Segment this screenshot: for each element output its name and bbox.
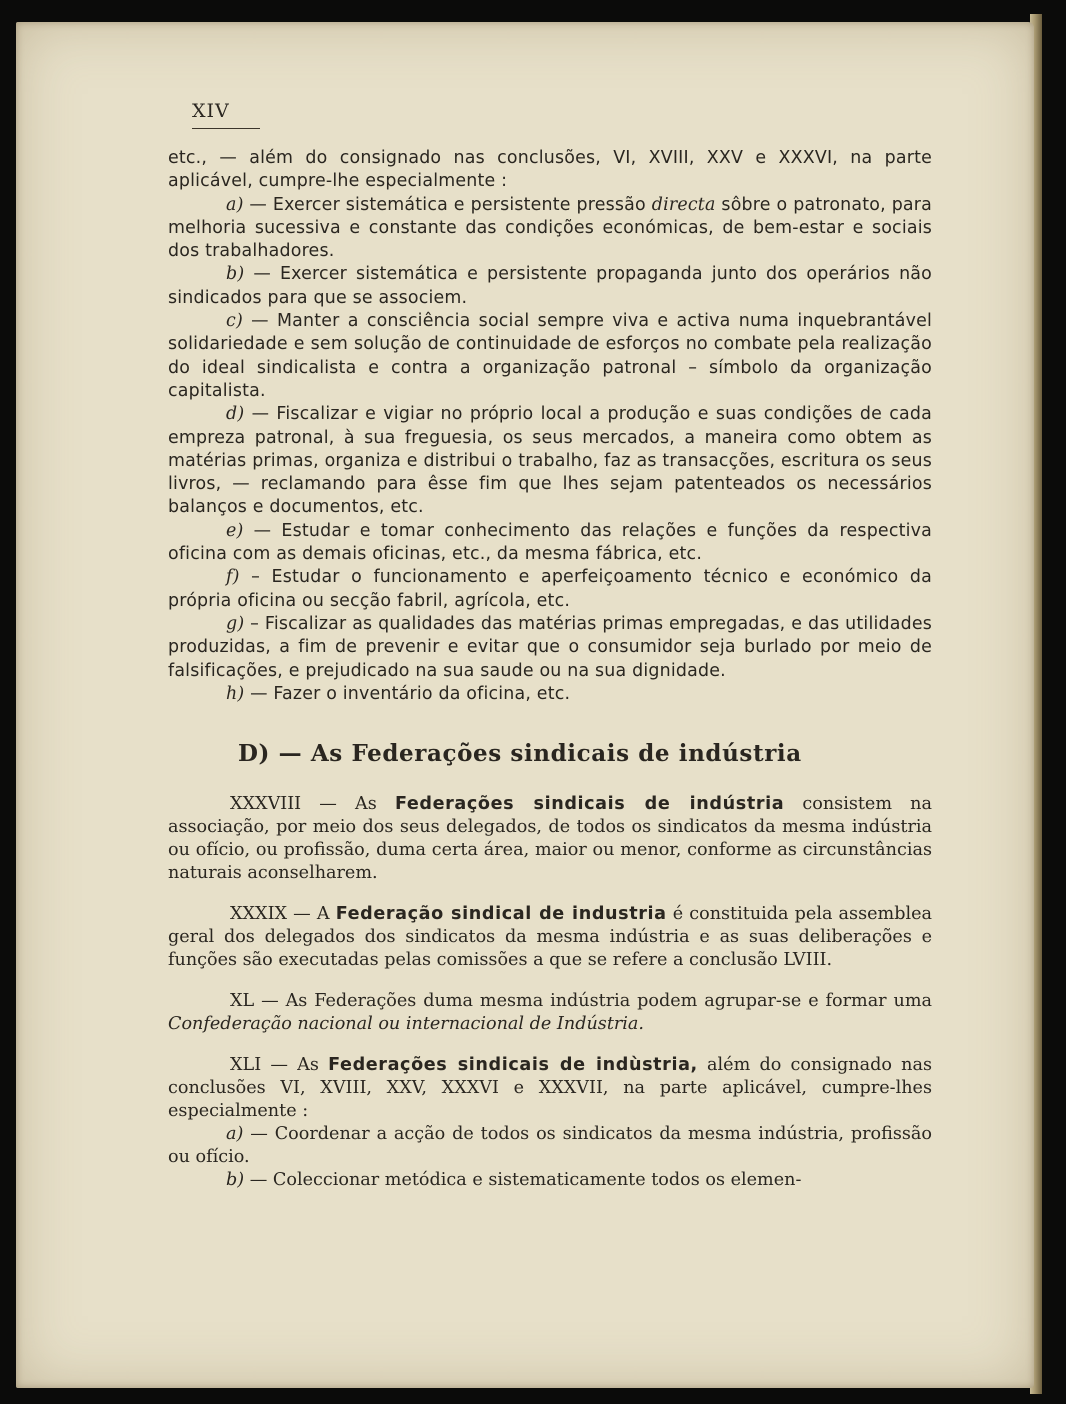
section-d-text [168,793,932,1192]
intro-paragraph: etc., — além do consignado nas conclusões, VI, XVIII, XXV e XXXVI, na parte aplicável, cumpre-lhe especialmente : [168,148,932,192]
section-d-heading: D) — As Federações sindicais de indústria [238,740,802,768]
conclusion-xli: XLI — As Federações sindicais de indùstria, além do consignado nas conclusões VI, XVIII, XXV, XXXVI e XXXVII, na parte aplicável, cumpre-lhes especialmente : [168,1055,932,1122]
item-e: e) — Estudar e tomar conhecimento das relações e funções da respectiva oficina com as demais oficinas, etc., da mesma fábrica, etc. [168,520,932,565]
item-h: h) — Fazer o inventário da oficina, etc. [226,683,571,704]
conclusion-xl: XL — As Federações duma mesma indústria podem agrupar-se e formar uma Confederação nacional ou internacional de Indústria. [168,991,932,1035]
xli-item-a: a) — Coordenar a acção de todos os sindicatos da mesma indústria, profissão ou ofício. [168,1124,932,1168]
item-b: b) — Exercer sistemática e persistente propaganda junto dos operários não sindicados para que se associem. [168,264,932,308]
xli-item-b: b) — Coleccionar metódica e sistematicamente todos os elemen- [226,1170,802,1191]
item-a: a) — Exercer sistemática e persistente pressão directa sôbre o patronato, para melhoria sucessiva e constante das condições económicas, de bem-estar e sociais dos trabalhadores. [168,194,932,262]
conclusion-xxxix: XXXIX — A Federação sindical de industria é constituida pela assemblea geral dos delegados dos sindicatos da mesma indústria e as suas deliberações e funções são executadas pelas comissões a que se refere a conclusão LVIII. [168,904,932,971]
item-g: g) – Fiscalizar as qualidades das matérias primas empregadas, e das utilidades produzidas, a fim de prevenir e evitar que o consumidor seja burlado por meio de falsificações, e prejudicado na sua saude ou na sua dignidade. [168,613,932,681]
conclusion-xxxviii: XXXVIII — As Federações sindicais de indústria consistem na associação, por meio dos seus delegados, de todos os sindicatos da mesma indústria ou ofício, ou profissão, duma certa área, maior ou menor, conforme as circunstâncias naturais aconselharem. [168,794,932,884]
page-number: XIV [192,100,260,129]
book-page [16,22,1034,1388]
item-c: c) — Manter a consciência social sempre viva e activa numa inquebrantável solidariedade e sem solução de continuidade de esforços no combate pela realização do ideal sindicalista e contra a organização patronal – símbolo da organização capitalista. [168,311,932,401]
item-f: f) – Estudar o funcionamento e aperfeiçoamento técnico e económico da própria oficina ou secção fabril, agrícola, etc. [168,567,932,611]
page-content [168,100,932,1192]
item-d: d) — Fiscalizar e vigiar no próprio local a produção e suas condições de cada empreza patronal, à sua freguesia, os seus mercados, a maneira como obtem as matérias primas, organiza e distribui o trabalho, faz as transacções, escritura os seus livros, — reclamando para êsse fim que lhes sejam patenteados os necessários balanços e documentos, etc. [168,404,932,518]
section-c-text [168,147,932,706]
